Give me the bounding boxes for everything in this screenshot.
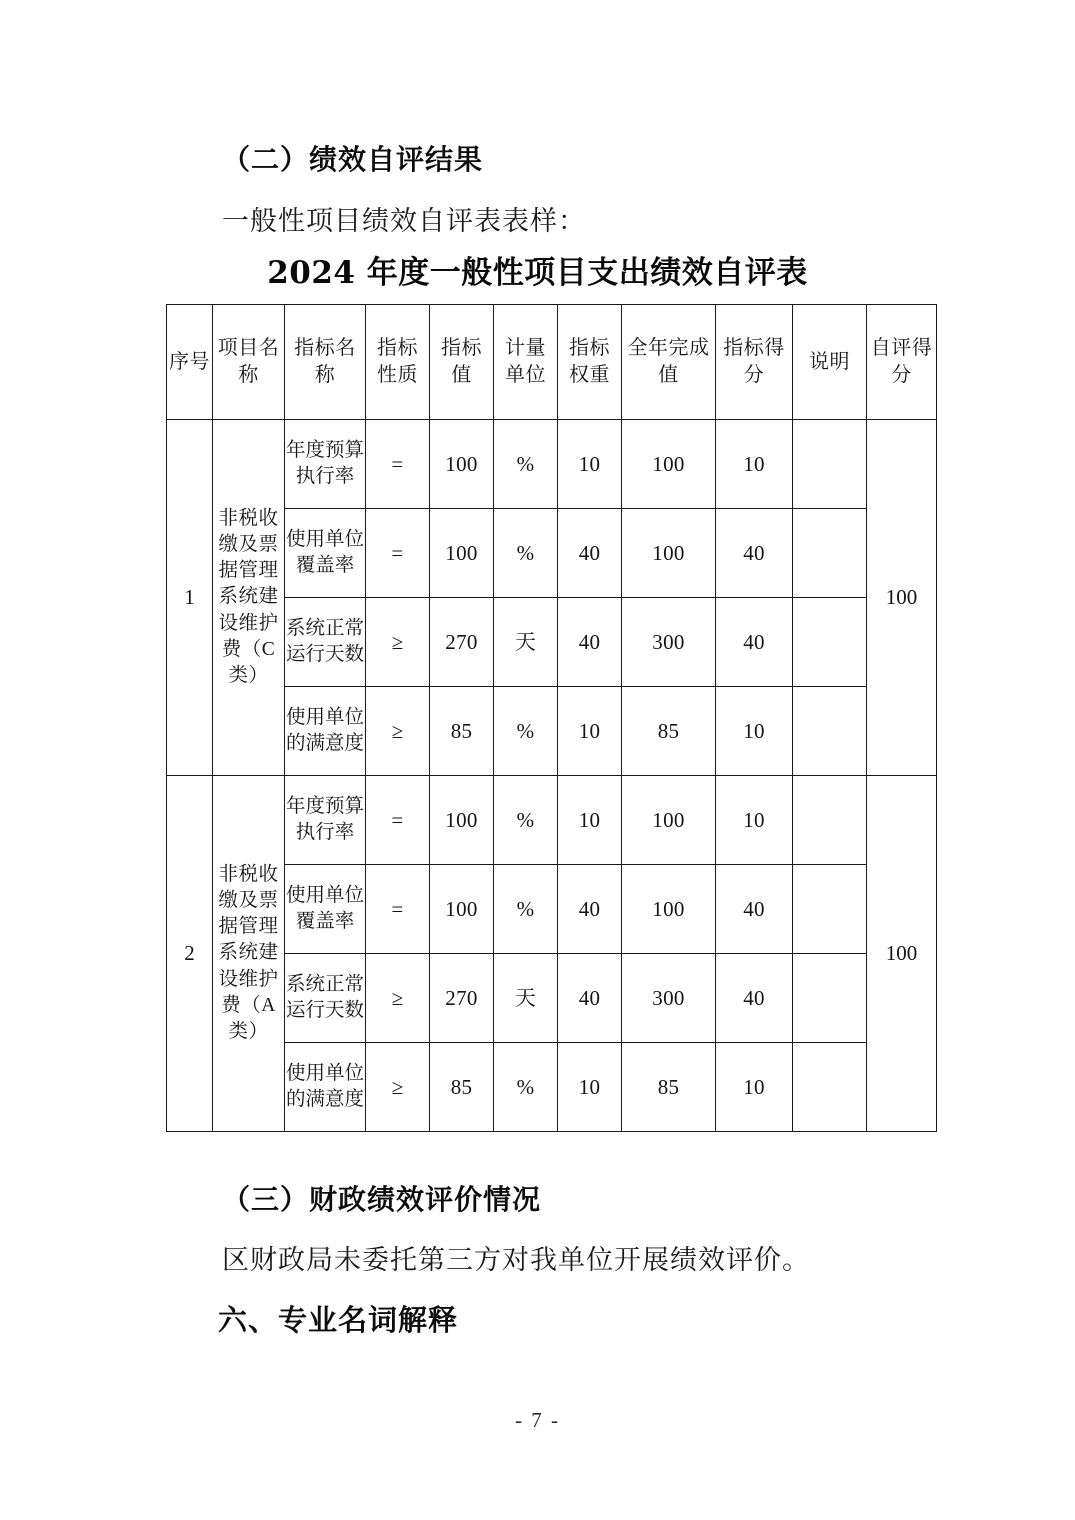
cell-annual-actual: 85 <box>622 1043 716 1132</box>
cell-indicator-score: 40 <box>716 954 793 1043</box>
cell-indicator-score: 10 <box>716 420 793 509</box>
col-header-indicator-value: 指标值 <box>430 305 494 420</box>
cell-weight: 40 <box>558 509 622 598</box>
cell-indicator-name: 年度预算执行率 <box>285 776 366 865</box>
cell-indicator-value: 270 <box>430 954 494 1043</box>
cell-note <box>793 954 867 1043</box>
col-header-unit: 计量单位 <box>494 305 558 420</box>
cell-self-score: 100 <box>867 420 937 776</box>
cell-indicator-score: 40 <box>716 865 793 954</box>
performance-self-eval-table-wrapper <box>166 304 933 1132</box>
cell-indicator-name: 使用单位覆盖率 <box>285 865 366 954</box>
cell-note <box>793 865 867 954</box>
cell-unit: % <box>494 509 558 598</box>
cell-unit: % <box>494 420 558 509</box>
section-heading-terms: 六、专业名词解释 <box>218 1303 459 1337</box>
cell-indicator-score: 40 <box>716 509 793 598</box>
cell-note <box>793 687 867 776</box>
cell-indicator-name: 系统正常运行天数 <box>285 598 366 687</box>
cell-weight: 40 <box>558 598 622 687</box>
cell-note <box>793 420 867 509</box>
cell-indicator-name: 使用单位覆盖率 <box>285 509 366 598</box>
cell-unit: % <box>494 865 558 954</box>
cell-indicator-value: 100 <box>430 509 494 598</box>
cell-indicator-score: 10 <box>716 776 793 865</box>
cell-indicator-nature: ≥ <box>366 1043 430 1132</box>
cell-indicator-nature: = <box>366 865 430 954</box>
table-row <box>167 776 937 865</box>
cell-note <box>793 509 867 598</box>
paragraph-fiscal-eval-body: 区财政局未委托第三方对我单位开展绩效评价。 <box>222 1245 810 1275</box>
paragraph-perf-self-eval-lead: 一般性项目绩效自评表表样： <box>222 206 586 236</box>
cell-note <box>793 1043 867 1132</box>
cell-unit: % <box>494 1043 558 1132</box>
cell-project-name: 非税收缴及票据管理系统建设维护费（C类） <box>213 420 285 776</box>
cell-weight: 40 <box>558 954 622 1043</box>
cell-annual-actual: 100 <box>622 865 716 954</box>
cell-indicator-value: 100 <box>430 420 494 509</box>
cell-indicator-value: 100 <box>430 865 494 954</box>
cell-indicator-nature: = <box>366 509 430 598</box>
col-header-note: 说明 <box>793 305 867 420</box>
cell-note <box>793 776 867 865</box>
cell-indicator-score: 10 <box>716 687 793 776</box>
section-heading-perf-self-eval: （二）绩效自评结果 <box>222 143 484 176</box>
page-footer: - 7 - <box>515 1408 560 1432</box>
cell-seq: 1 <box>167 420 213 776</box>
table-header-row <box>167 305 937 420</box>
cell-indicator-name: 年度预算执行率 <box>285 420 366 509</box>
cell-weight: 10 <box>558 687 622 776</box>
cell-indicator-name: 使用单位的满意度 <box>285 1043 366 1132</box>
cell-indicator-nature: ≥ <box>366 954 430 1043</box>
col-header-self-score: 自评得分 <box>867 305 937 420</box>
col-header-weight: 指标权重 <box>558 305 622 420</box>
cell-unit: % <box>494 687 558 776</box>
cell-seq: 2 <box>167 776 213 1132</box>
cell-annual-actual: 100 <box>622 776 716 865</box>
cell-weight: 40 <box>558 865 622 954</box>
cell-unit: % <box>494 776 558 865</box>
col-header-indicator-score: 指标得分 <box>716 305 793 420</box>
cell-indicator-value: 85 <box>430 687 494 776</box>
cell-indicator-nature: = <box>366 776 430 865</box>
cell-indicator-score: 10 <box>716 1043 793 1132</box>
cell-indicator-score: 40 <box>716 598 793 687</box>
cell-indicator-nature: ≥ <box>366 687 430 776</box>
col-header-indicator-name: 指标名称 <box>285 305 366 420</box>
cell-indicator-value: 270 <box>430 598 494 687</box>
col-header-annual-actual: 全年完成值 <box>622 305 716 420</box>
cell-annual-actual: 300 <box>622 954 716 1043</box>
cell-annual-actual: 85 <box>622 687 716 776</box>
cell-weight: 10 <box>558 1043 622 1132</box>
cell-annual-actual: 300 <box>622 598 716 687</box>
col-header-project-name: 项目名称 <box>213 305 285 420</box>
col-header-seq: 序号 <box>167 305 213 420</box>
cell-self-score: 100 <box>867 776 937 1132</box>
cell-annual-actual: 100 <box>622 509 716 598</box>
cell-indicator-nature: = <box>366 420 430 509</box>
table-title: 2024 年度一般性项目支出绩效自评表 <box>267 255 808 291</box>
cell-indicator-value: 85 <box>430 1043 494 1132</box>
cell-weight: 10 <box>558 420 622 509</box>
cell-weight: 10 <box>558 776 622 865</box>
cell-indicator-name: 系统正常运行天数 <box>285 954 366 1043</box>
table-row <box>167 420 937 509</box>
cell-annual-actual: 100 <box>622 420 716 509</box>
cell-indicator-name: 使用单位的满意度 <box>285 687 366 776</box>
cell-project-name: 非税收缴及票据管理系统建设维护费（A类） <box>213 776 285 1132</box>
performance-self-eval-table <box>166 304 937 1132</box>
cell-indicator-nature: ≥ <box>366 598 430 687</box>
cell-unit: 天 <box>494 598 558 687</box>
cell-indicator-value: 100 <box>430 776 494 865</box>
section-heading-fiscal-eval: （三）财政绩效评价情况 <box>222 1183 542 1216</box>
col-header-indicator-nature: 指标性质 <box>366 305 430 420</box>
table-body <box>167 420 937 1132</box>
cell-unit: 天 <box>494 954 558 1043</box>
cell-note <box>793 598 867 687</box>
